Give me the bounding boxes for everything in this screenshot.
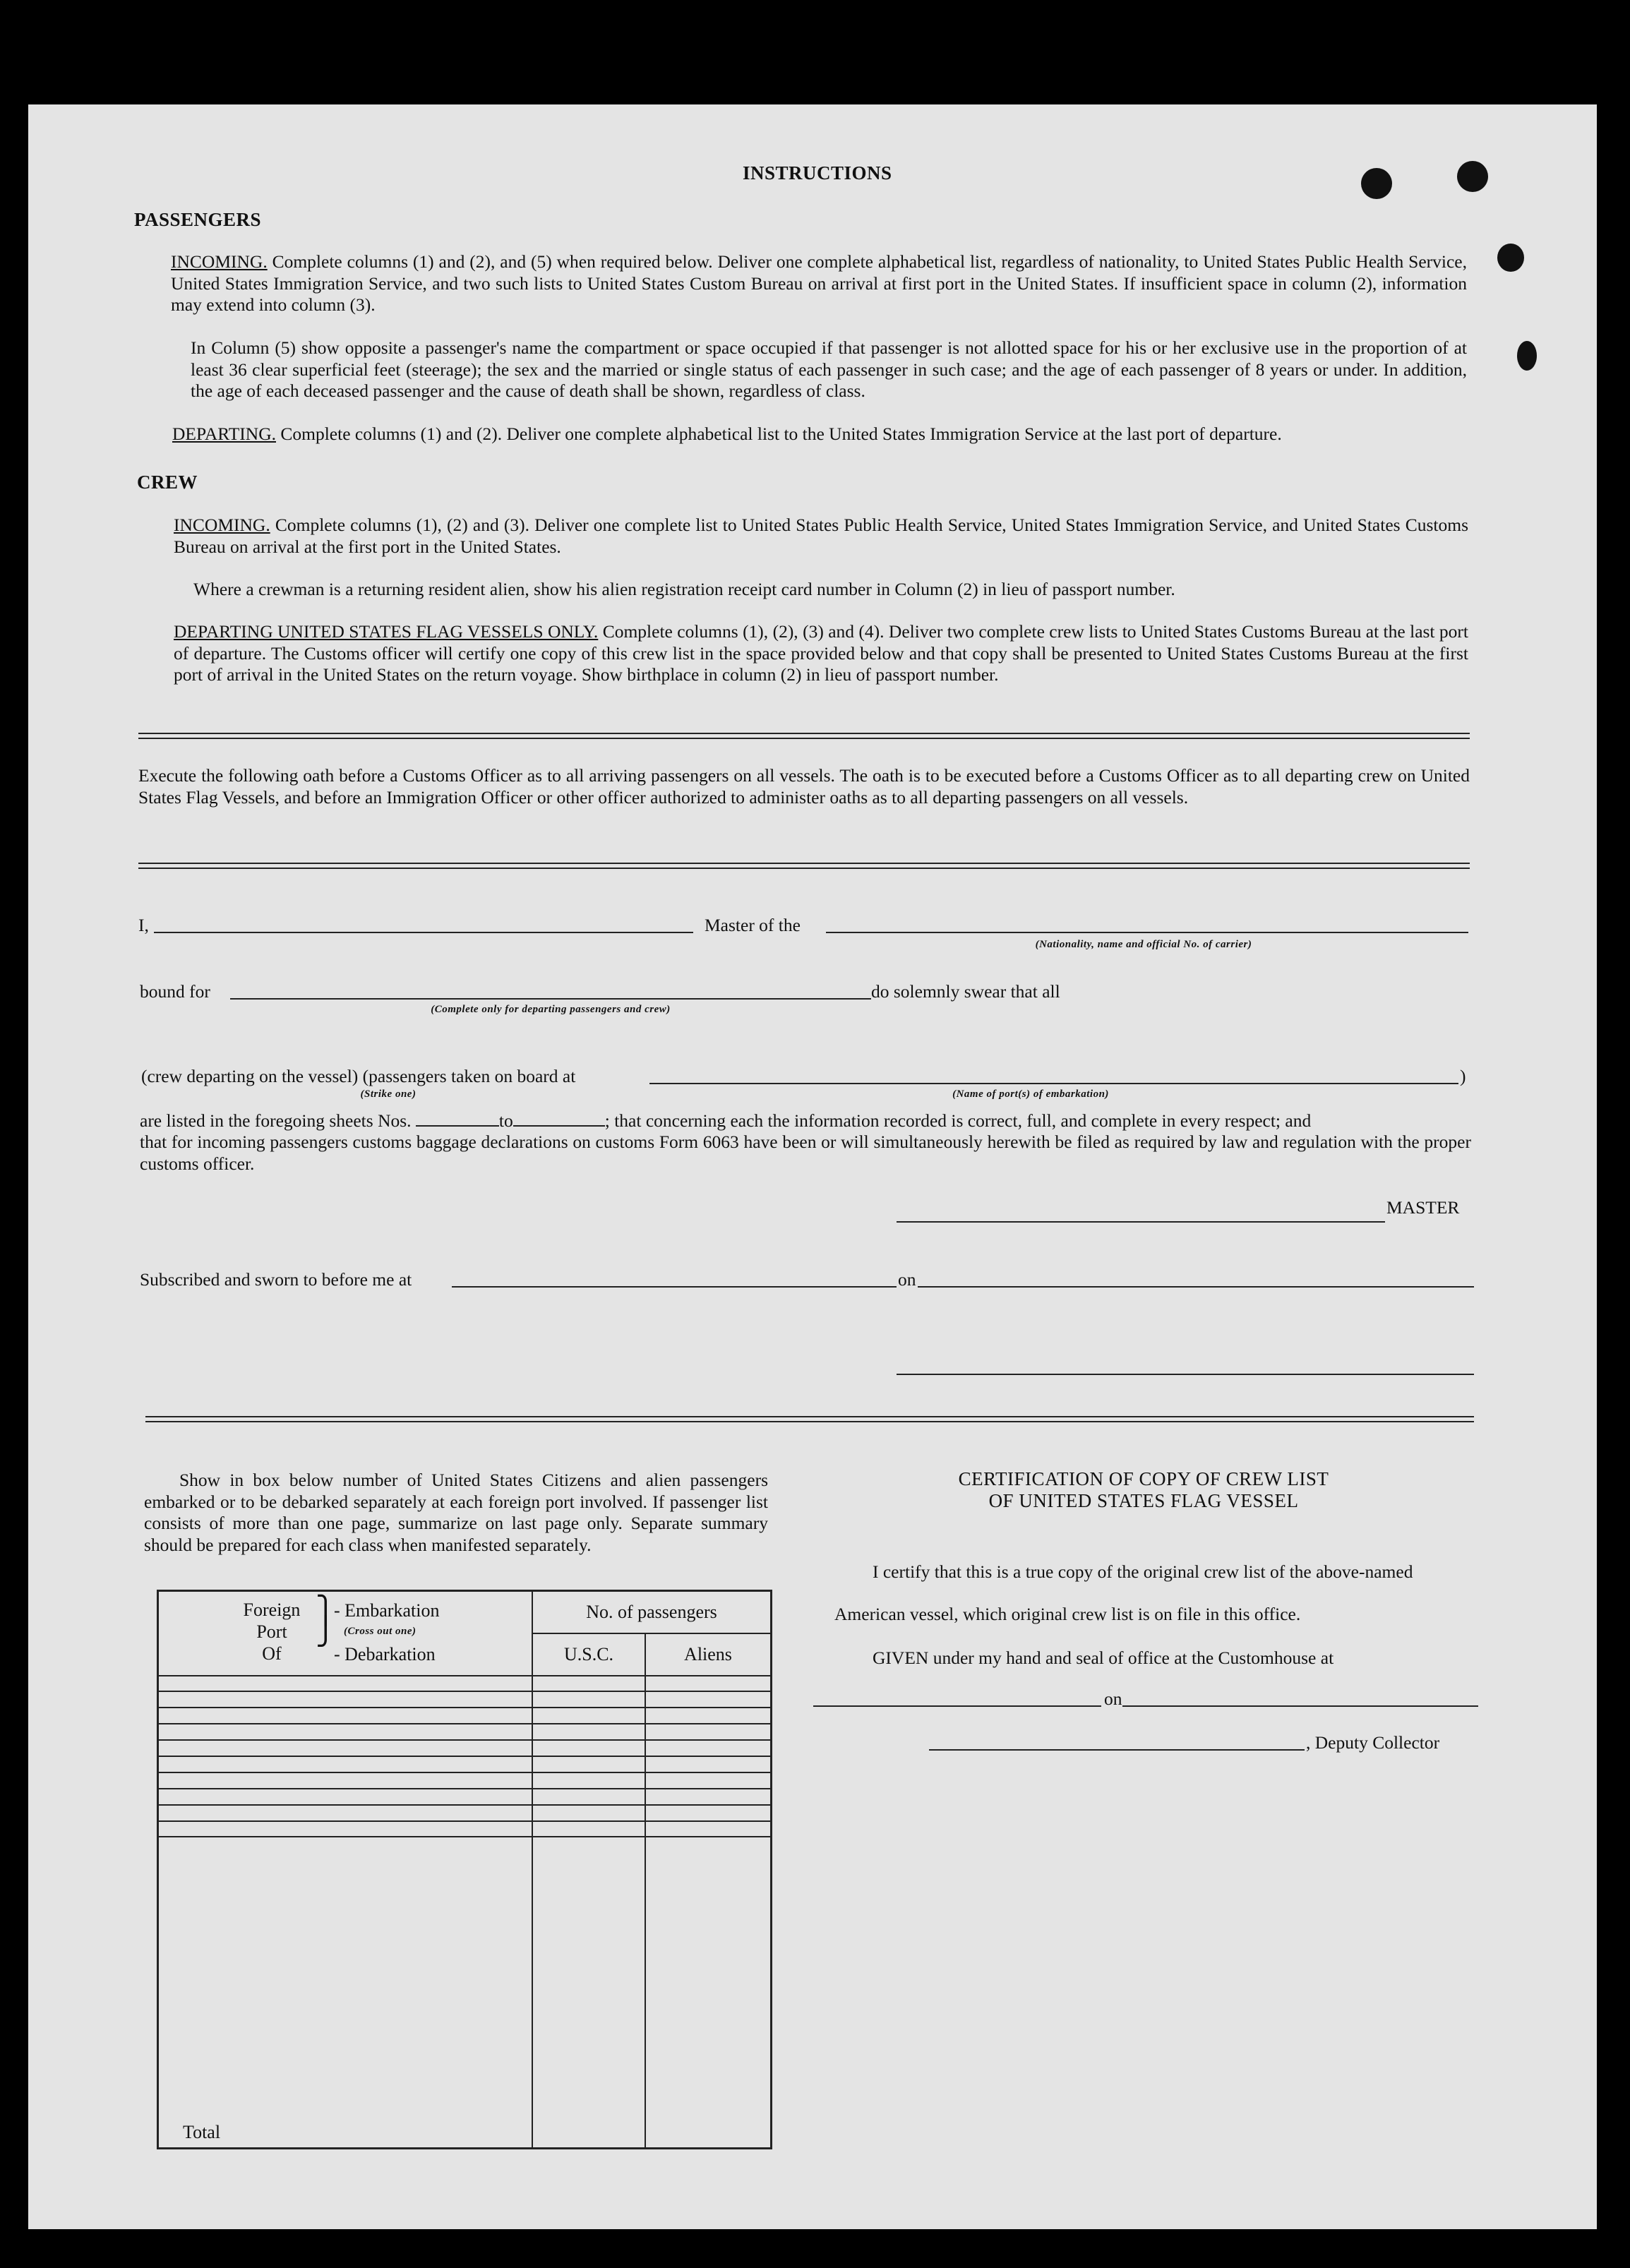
crew-incoming-text: Complete columns (1), (2) and (3). Deliver one complete list to United States Public Health Service, United States Immigration Service, and United States Customs Bureau on arrival at the first port in the United States. bbox=[174, 515, 1469, 557]
certification-on-label: on bbox=[1104, 1688, 1122, 1709]
usc-cell[interactable] bbox=[532, 1691, 645, 1708]
section-divider bbox=[138, 733, 1470, 739]
aliens-cell[interactable] bbox=[645, 1724, 772, 1740]
usc-cell[interactable] bbox=[532, 1724, 645, 1740]
page-heading: INSTRUCTIONS bbox=[743, 162, 892, 184]
bound-for-caption: (Complete only for departing passengers and crew) bbox=[431, 1004, 671, 1015]
punch-hole-mark bbox=[1517, 341, 1537, 371]
punch-hole-mark bbox=[1361, 168, 1392, 199]
to-label: to bbox=[498, 1110, 513, 1131]
port-cell[interactable] bbox=[158, 1756, 533, 1772]
usc-cell[interactable] bbox=[532, 1821, 645, 1837]
listed-line bbox=[140, 1110, 1471, 1132]
port-cell[interactable] bbox=[158, 1724, 533, 1740]
of-label: Of bbox=[262, 1643, 282, 1664]
usc-cell[interactable] bbox=[532, 1676, 645, 1692]
close-paren: ) bbox=[1460, 1066, 1466, 1086]
usc-cell[interactable] bbox=[532, 1805, 645, 1821]
crew-resident-paragraph: Where a crewman is a returning resident alien, show his alien registration receipt card number in Column (2) in lieu of passport number. bbox=[193, 579, 1175, 599]
section-divider bbox=[138, 863, 1470, 869]
passengers-incoming-label: INCOMING. bbox=[171, 251, 268, 272]
usc-cell[interactable] bbox=[532, 1756, 645, 1772]
table-row bbox=[158, 1821, 772, 1837]
sworn-at-field[interactable] bbox=[452, 1286, 897, 1288]
port-label: Port bbox=[256, 1621, 287, 1642]
embarkation-port-field[interactable] bbox=[649, 1083, 1458, 1084]
punch-hole-mark bbox=[1457, 161, 1488, 192]
subscribed-label: Subscribed and sworn to before me at bbox=[140, 1269, 412, 1290]
sheet-to-field[interactable] bbox=[513, 1110, 605, 1127]
strike-one-caption: (Strike one) bbox=[360, 1088, 417, 1100]
total-label: Total bbox=[158, 1837, 533, 2148]
listed-prefix: are listed in the foregoing sheets Nos. bbox=[140, 1110, 412, 1131]
table-row bbox=[158, 1724, 772, 1740]
no-of-passengers-header: No. of passengers bbox=[532, 1591, 772, 1633]
port-cell[interactable] bbox=[158, 1708, 533, 1724]
swear-text: do solemnly swear that all bbox=[871, 981, 1060, 1002]
cross-out-caption: (Cross out one) bbox=[344, 1626, 417, 1637]
port-cell[interactable] bbox=[158, 1740, 533, 1756]
certification-title-line2: OF UNITED STATES FLAG VESSEL bbox=[988, 1489, 1299, 1511]
aliens-cell[interactable] bbox=[645, 1708, 772, 1724]
crew-departing-label: DEPARTING UNITED STATES FLAG VESSELS ONLY. bbox=[174, 621, 599, 642]
table-row bbox=[158, 1805, 772, 1821]
embarkation-caption: (Name of port(s) of embarkation) bbox=[952, 1088, 1109, 1100]
aliens-cell[interactable] bbox=[645, 1676, 772, 1692]
aliens-cell[interactable] bbox=[645, 1740, 772, 1756]
usc-cell[interactable] bbox=[532, 1772, 645, 1789]
aliens-cell[interactable] bbox=[645, 1756, 772, 1772]
certification-title bbox=[861, 1468, 1426, 1511]
passengers-departing-paragraph bbox=[172, 424, 1467, 445]
table-row bbox=[158, 1740, 772, 1756]
oath-i-label: I, bbox=[138, 915, 149, 935]
port-cell[interactable] bbox=[158, 1772, 533, 1789]
punch-hole-mark bbox=[1497, 244, 1524, 272]
embarkation-label: - Embarkation bbox=[334, 1600, 440, 1621]
port-cell[interactable] bbox=[158, 1821, 533, 1837]
passengers-incoming-paragraph bbox=[171, 251, 1467, 316]
section-divider bbox=[145, 1416, 1474, 1422]
passengers-column5-paragraph: In Column (5) show opposite a passenger's name the compartment or space occupied if that passenger is not allotted space for his or her exclusive use in the proportion of at least 36 clear superficial feet (steerage); the sex and the married or single status of each passenger in such case; and the age of each passenger of 8 years or under. In addition, the age of each deceased passenger and the cause of death shall be shown, regardless of class. bbox=[191, 337, 1467, 401]
carrier-field[interactable] bbox=[826, 932, 1468, 933]
table-row bbox=[158, 1708, 772, 1724]
table-row bbox=[158, 1691, 772, 1708]
passengers-title: PASSENGERS bbox=[134, 209, 262, 230]
master-label: MASTER bbox=[1386, 1197, 1460, 1218]
deputy-signature-field[interactable] bbox=[929, 1749, 1305, 1751]
total-row bbox=[158, 1837, 772, 2148]
oath-instructions: Execute the following oath before a Customs Officer as to all arriving passengers on all vessels. The oath is to be executed before a Customs Officer as to all departing crew on United States Flag Vessels, and before an Immigration Officer or other officer authorized to administer oaths as to all departing passengers on all vessels. bbox=[138, 765, 1470, 808]
crew-title: CREW bbox=[137, 472, 198, 493]
summary-instructions: Show in box below number of United States Citizens and alien passengers embarked or to be debarked separately at each foreign port involved. If passenger list consists of more than one page, summarize on last page only. Separate summary should be prepared for each class when manifested separately. bbox=[144, 1470, 768, 1555]
usc-cell[interactable] bbox=[532, 1789, 645, 1805]
aliens-cell[interactable] bbox=[645, 1691, 772, 1708]
sworn-date-field[interactable] bbox=[918, 1286, 1474, 1288]
aliens-cell[interactable] bbox=[645, 1821, 772, 1837]
certification-date-field[interactable] bbox=[1122, 1705, 1478, 1707]
crew-departing-text: Complete columns (1), (2), (3) and (4). Deliver two complete crew lists to United States Customs Bureau at the last port of departure. The Customs officer will certify one copy of this crew list in the space provided below and that copy shall be presented to United States Customs Bureau at the first port of arrival in the United States on the return voyage. Show birthplace in column (2) in lieu of passport number. bbox=[174, 621, 1468, 685]
certification-title-line1: CERTIFICATION OF COPY OF CREW LIST bbox=[958, 1468, 1329, 1489]
bound-for-field[interactable] bbox=[230, 998, 871, 1000]
port-header-cell bbox=[158, 1591, 533, 1676]
total-aliens-cell[interactable] bbox=[645, 1837, 772, 2148]
debarkation-label: - Debarkation bbox=[334, 1644, 436, 1664]
aliens-cell[interactable] bbox=[645, 1805, 772, 1821]
passengers-departing-label: DEPARTING. bbox=[172, 424, 276, 444]
aliens-cell[interactable] bbox=[645, 1772, 772, 1789]
carrier-caption: (Nationality, name and official No. of carrier) bbox=[1035, 939, 1252, 950]
american-vessel-text: American vessel, which original crew list is on file in this office. bbox=[834, 1604, 1301, 1624]
master-of-label: Master of the bbox=[705, 915, 801, 935]
table-row bbox=[158, 1676, 772, 1692]
aliens-cell[interactable] bbox=[645, 1789, 772, 1805]
customhouse-field[interactable] bbox=[813, 1705, 1101, 1707]
usc-cell[interactable] bbox=[532, 1708, 645, 1724]
foreign-label: Foreign bbox=[243, 1600, 301, 1620]
passengers-incoming-text: Complete columns (1) and (2), and (5) when required below. Deliver one complete alphabetical list, regardless of nationality, to United States Public Health Service, United States Immigration Service, and two such lists to United States Custom Bureau on arrival at first port in the United States. If insufficient space in column (2), information may extend into column (3). bbox=[171, 251, 1468, 315]
officer-signature-field[interactable] bbox=[897, 1374, 1474, 1375]
usc-cell[interactable] bbox=[532, 1740, 645, 1756]
total-usc-cell[interactable] bbox=[532, 1837, 645, 2148]
port-cell[interactable] bbox=[158, 1676, 533, 1692]
certify-text: I certify that this is a true copy of the original crew list of the above-named bbox=[873, 1561, 1413, 1582]
table-row bbox=[158, 1756, 772, 1772]
baggage-text: that for incoming passengers customs baggage declarations on customs Form 6063 have been or will simultaneously herewith be filed as required by law and regulation with the proper customs officer. bbox=[140, 1132, 1471, 1174]
aliens-header: Aliens bbox=[645, 1633, 772, 1676]
master-signature-field[interactable] bbox=[897, 1221, 1385, 1223]
port-cell[interactable] bbox=[158, 1805, 533, 1821]
usc-header: U.S.C. bbox=[532, 1633, 645, 1676]
deputy-collector-label: , Deputy Collector bbox=[1306, 1732, 1440, 1753]
brace-icon: ⎫ bbox=[316, 1596, 336, 1626]
master-name-field[interactable] bbox=[154, 932, 693, 933]
crew-incoming-label: INCOMING. bbox=[174, 515, 270, 535]
listed-rest: ; that concerning each the information recorded is correct, full, and complete in every respect; and bbox=[604, 1110, 1312, 1131]
given-text: GIVEN under my hand and seal of office at the Customhouse at bbox=[873, 1648, 1334, 1668]
table-row bbox=[158, 1772, 772, 1789]
sworn-on-label: on bbox=[898, 1269, 916, 1290]
port-cell[interactable] bbox=[158, 1789, 533, 1805]
crew-departing-paragraph bbox=[174, 621, 1468, 686]
crew-passengers-text: (crew departing on the vessel) (passengers taken on board at bbox=[141, 1066, 576, 1086]
bound-for-label: bound for bbox=[140, 981, 210, 1002]
passenger-summary-table bbox=[157, 1590, 772, 2149]
port-cell[interactable] bbox=[158, 1691, 533, 1708]
brace-icon: ⎭ bbox=[316, 1617, 336, 1647]
passengers-departing-text: Complete columns (1) and (2). Deliver one complete alphabetical list to the United States Immigration Service at the last port of departure. bbox=[280, 424, 1282, 444]
sheet-from-field[interactable] bbox=[416, 1110, 499, 1127]
table-row bbox=[158, 1789, 772, 1805]
crew-incoming-paragraph bbox=[174, 515, 1468, 558]
